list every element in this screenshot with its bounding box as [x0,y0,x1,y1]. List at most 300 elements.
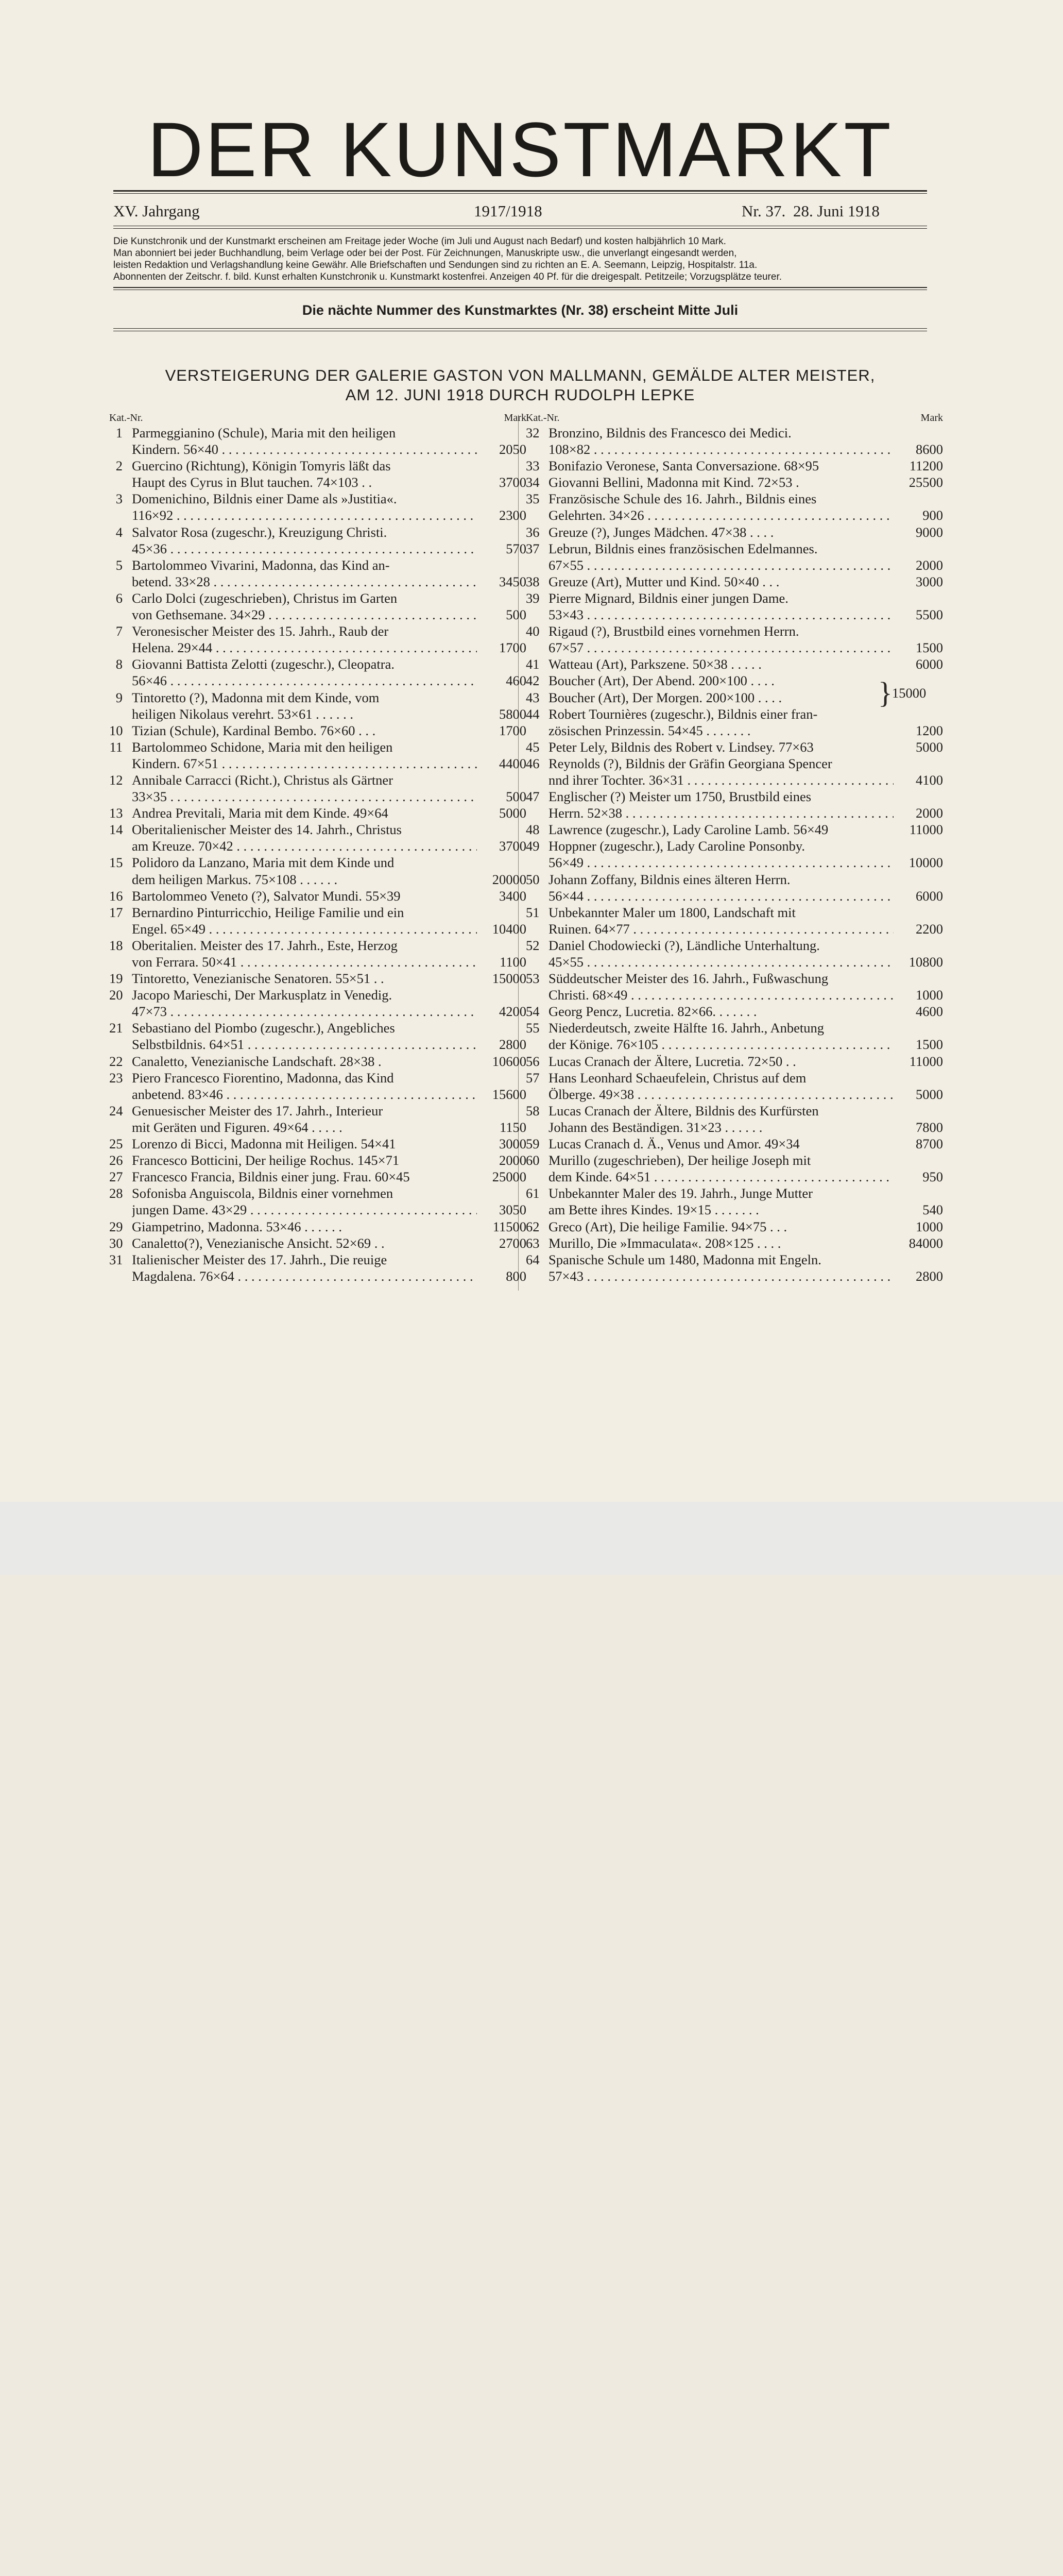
catalog-text: Ölberge. 49×38 . . . [548,1086,894,1103]
column-header [526,412,943,425]
catalog-number: 35 [526,491,540,507]
catalog-line [109,970,526,987]
catalog-text: Haupt des Cyrus in Blut tauchen. 74×103 . . [132,474,372,490]
catalog-number: 11 [109,739,123,755]
catalog-line [526,1185,943,1201]
catalog-text: Französische Schule des 16. Jahrh., Bildnis eines [548,491,817,507]
catalog-text: 56×44 . . . [548,888,894,904]
catalog-line [526,474,943,490]
catalog-line [526,1036,943,1053]
catalog-number: 5 [115,557,123,573]
catalog-price: 5000 [916,1086,943,1102]
catalog-price: 3700 [499,474,526,490]
catalog-price: 25500 [908,474,943,490]
catalog-price: 25000 [492,1169,526,1185]
catalog-text: Selbstbildnis. 64×51 . . . [132,1036,477,1053]
catalog-number: 54 [526,1004,540,1020]
catalog-text: am Kreuze. 70×42 . . . [132,838,477,854]
catalog-number: 6 [115,590,123,606]
catalog-line [109,606,526,623]
auction-heading [113,366,927,405]
catalog-number: 48 [526,822,540,838]
catalog-line [526,772,943,788]
catalog-number: 61 [526,1185,540,1201]
catalog-line [526,1070,943,1086]
mark-header: Mark [920,412,943,423]
catalog-text: der Könige. 76×105 . . . [548,1036,894,1053]
catalog-number: 42 [526,673,540,689]
catalog-number: 59 [526,1136,540,1152]
catalog-line [109,805,526,821]
catalog-number: 41 [526,656,540,672]
catalog-text: Domenichino, Bildnis einer Dame als »Justitia«. [132,491,397,507]
catalog-line [109,755,526,772]
catalog-price: 1200 [916,722,943,738]
catalog-line [526,540,943,557]
catalog-line [109,623,526,639]
catalog-price: 4600 [916,1004,943,1020]
catalog-price: 4200 [499,1004,526,1020]
catalog-text: Ruinen. 64×77 . . . [548,921,894,937]
catalog-text: Giampetrino, Madonna. 53×46 . . . . . . [132,1218,342,1234]
catalog-text: jungen Dame. 43×29 . . . [132,1201,477,1218]
catalog-column-left [109,412,526,1284]
catalog-price: 20000 [492,871,526,887]
catalog-line [526,838,943,854]
catalog-price: 3000 [916,573,943,589]
catalog-text: Engel. 65×49 . . . [132,921,477,937]
catalog-text: Watteau (Art), Parkszene. 50×38 . . . . . [548,656,762,672]
catalog-number: 15 [109,855,123,871]
catalog-price: 3000 [499,1136,526,1152]
catalog-line [109,490,526,507]
catalog-number: 24 [109,1103,123,1118]
catalog-number: 44 [526,706,540,722]
catalog-text: heiligen Nikolaus verehrt. 53×61 . . . . . . [132,706,354,722]
catalog-line [526,970,943,987]
catalog-number: 64 [526,1251,540,1267]
catalog-price: 5000 [499,805,526,821]
catalog-text: Lebrun, Bildnis eines französischen Edelmannes. [548,540,818,556]
catalog-text: Tintoretto, Venezianische Senatoren. 55×51 . . [132,971,384,987]
kat-nr-header: Kat.-Nr. [526,412,560,423]
catalog-price: 5000 [916,739,943,755]
catalog-line [526,739,943,755]
catalog-text: Gelehrten. 34×26 . . . [548,507,894,523]
catalog-text: von Gethsemane. 34×29 . . . [132,606,477,623]
catalog-line [109,937,526,954]
catalog-line [109,590,526,606]
catalog-price: 950 [922,1169,943,1185]
catalog-price: 1500 [916,640,943,656]
catalog-price: 7800 [916,1119,943,1135]
catalog-line [109,656,526,672]
catalog-price: 2700 [499,1235,526,1251]
masthead-title: DER KUNSTMARKT [147,106,893,193]
catalog-number: 50 [526,871,540,887]
auction-title-line: AM 12. JUNI 1918 DURCH RUDOLPH LEPKE [345,386,695,404]
catalog-text: 33×35 . . . [132,788,477,805]
catalog-text: 53×43 . . . [548,606,894,623]
catalog-line [109,557,526,573]
catalog-line [109,904,526,921]
next-issue-note: Die nächte Nummer des Kunstmarktes (Nr. 38) erscheint Mitte Juli [302,302,739,318]
catalog-line [526,1136,943,1152]
catalog-number: 30 [109,1235,123,1251]
catalog-text: Bartolommeo Veneto (?), Salvator Mundi. 55×39 [132,888,401,904]
catalog-number: 40 [526,623,540,639]
catalog-line [526,425,943,441]
issue-date: 28. Juni 1918 [793,202,880,220]
catalog-price: 1100 [499,954,526,970]
catalog-price: 8600 [916,442,943,457]
catalog-line [109,573,526,590]
catalog-line [109,540,526,557]
catalog-line [526,1053,943,1070]
catalog-price: 11500 [492,1218,526,1234]
catalog-text: Herrn. 52×38 . . . [548,805,894,821]
catalog-number: 8 [115,656,123,672]
catalog-price: 4100 [916,772,943,788]
catalog-text: Francesco Francia, Bildnis einer jung. Frau. 60×45 [132,1169,410,1185]
catalog-price: 8700 [916,1136,943,1152]
volume-label: XV. Jahrgang [113,202,200,220]
catalog-price: 3050 [499,1202,526,1218]
catalog-text: Oberitalienischer Meister des 14. Jahrh., Christus [132,822,402,838]
catalog-line [526,1119,943,1136]
catalog-text: Genuesischer Meister des 17. Jahrh., Interieur [132,1103,383,1118]
catalog-line [109,954,526,970]
catalog-price: 10800 [908,954,943,970]
catalog-line [109,1086,526,1103]
catalog-price: 10000 [908,855,943,871]
catalog-line [109,1053,526,1070]
catalog-line [109,1136,526,1152]
catalog-price: 2800 [499,1037,526,1053]
catalog-line [109,871,526,888]
catalog-number: 9 [115,689,123,705]
catalog-line [526,722,943,739]
catalog-text: Christi. 68×49 . . . [548,987,894,1003]
catalog-number: 10 [109,722,123,738]
catalog-text: 47×73 . . . [132,1003,477,1020]
catalog-number: 51 [526,904,540,920]
catalog-text: Parmeggianino (Schule), Maria mit den heiligen [132,425,396,440]
catalog-price: 11000 [909,1053,943,1069]
catalog-text: Rigaud (?), Brustbild eines vornehmen Herrn. [548,623,799,639]
catalog-price: 1700 [499,640,526,656]
catalog-text: Giovanni Bellini, Madonna mit Kind. 72×53 . [548,474,799,490]
catalog-line [109,739,526,755]
header-rule-2 [113,228,927,229]
catalog-text: Canaletto(?), Venezianische Ansicht. 52×69 . . [132,1235,385,1251]
catalog-text: Peter Lely, Bildnis des Robert v. Lindsey. 77×63 [548,739,814,755]
years-label: 1917/1918 [474,202,542,220]
catalog-line [109,474,526,490]
catalog-text: mit Geräten und Figuren. 49×64 . . . . . [132,1119,342,1135]
catalog-number: 17 [109,904,123,920]
catalog-price: 1150 [499,1119,526,1135]
catalog-number: 7 [115,623,123,639]
catalog-price: 10600 [492,1053,526,1069]
catalog-line [526,854,943,871]
catalog-line [526,755,943,772]
catalog-price: 540 [922,1202,943,1218]
catalog-number: 63 [526,1235,540,1251]
catalog-number: 27 [109,1169,123,1185]
catalog-number: 53 [526,971,540,987]
catalog-text: Greco (Art), Die heilige Familie. 94×75 . . . [548,1218,787,1234]
catalog-price: 15000 [492,971,526,987]
catalog-text: Carlo Dolci (zugeschrieben), Christus im Garten [132,590,398,606]
catalog-line [526,805,943,821]
column-header [109,412,526,425]
catalog-number: 26 [109,1153,123,1168]
catalog-number: 28 [109,1185,123,1201]
catalog-line [109,788,526,805]
catalog-line [526,557,943,573]
masthead-rule [113,190,927,192]
catalog-text: 108×82 . . . [548,441,894,457]
catalog-price: 1000 [916,987,943,1003]
catalog-line [526,441,943,457]
catalog-line [109,821,526,838]
catalog-text: Bonifazio Veronese, Santa Conversazione. 68×95 [548,458,819,474]
catalog-price: 1500 [916,1037,943,1053]
catalog-price: 9000 [916,524,943,540]
catalog-text: Lucas Cranach der Ältere, Lucretia. 72×50 . . [548,1053,796,1069]
catalog-number: 49 [526,838,540,854]
kat-nr-header: Kat.-Nr. [109,412,143,423]
catalog-text: Robert Tournières (zugeschr.), Bildnis einer fran- [548,706,818,722]
catalog-line [526,1152,943,1168]
catalog-line [109,722,526,739]
catalog-text: Bernardino Pinturricchio, Heilige Familie und ein [132,904,404,920]
catalog-text: Murillo (zugeschrieben), Der heilige Joseph mit [548,1153,811,1168]
catalog-text: Jacopo Marieschi, Der Markusplatz in Venedig. [132,987,392,1003]
catalog-number: 14 [109,822,123,838]
catalog-line [109,457,526,474]
catalog-text: Italienischer Meister des 17. Jahrh., Die reuige [132,1251,387,1267]
catalog-number: 47 [526,789,540,805]
next-issue-rule [113,328,927,329]
catalog-text: Niederdeutsch, zweite Hälfte 16. Jahrh., Anbetung [548,1020,824,1036]
bracket-price: 15000 [892,685,927,701]
catalog-text: anbetend. 83×46 . . . [132,1086,477,1103]
catalog-price: 3450 [499,573,526,589]
masthead-rule-thin [113,193,927,194]
catalog-text: Francesco Botticini, Der heilige Rochus. 145×71 [132,1153,400,1168]
catalog-line [526,457,943,474]
catalog-number: 33 [526,458,540,474]
catalog-text: Johann Zoffany, Bildnis eines älteren Herrn. [548,871,791,887]
catalog-line [526,821,943,838]
catalog-price: 460 [506,673,526,689]
catalog-price: 900 [922,507,943,523]
catalog-text: 116×92 . . . [132,507,477,523]
catalog-text: Bronzino, Bildnis des Francesco dei Medici. [548,425,792,440]
catalog-text: Giovanni Battista Zelotti (zugeschr.), Cleopatra. [132,656,395,672]
catalog-number: 25 [109,1136,123,1152]
catalog-text: Veronesischer Meister des 15. Jahrh., Raub der [132,623,389,639]
catalog-text: Hoppner (zugeschr.), Lady Caroline Ponsonby. [548,838,805,854]
catalog-number: 32 [526,425,540,440]
catalog-price: 2000 [916,557,943,573]
catalog-line [526,1003,943,1020]
catalog-text: Annibale Carracci (Richt.), Christus als Gärtner [132,772,393,788]
catalog-line [109,888,526,904]
catalog-line [526,490,943,507]
catalog-line [526,1268,943,1284]
catalog-text: Tizian (Schule), Kardinal Bembo. 76×60 . . . [132,722,376,738]
catalog-line [526,1020,943,1036]
catalog-line [526,656,943,672]
catalog-price: 11200 [909,458,943,474]
catalog-number: 13 [109,805,123,821]
catalog-text: Sebastiano del Piombo (zugeschr.), Angebliches [132,1020,395,1036]
catalog-number: 58 [526,1103,540,1118]
catalog-text: Piero Francesco Fiorentino, Madonna, das Kind [132,1070,394,1086]
auction-title-line: VERSTEIGERUNG DER GALERIE GASTON VON MALLMANN, GEMÄLDE ALTER MEISTER, [165,366,876,384]
catalog-text: Georg Pencz, Lucretia. 82×66. . . . . . . [548,1004,757,1020]
catalog-line [109,1003,526,1020]
catalog-number: 62 [526,1218,540,1234]
catalog-line [526,639,943,656]
catalog-line [109,1070,526,1086]
catalog-line [526,1235,943,1251]
catalog-text: nnd ihrer Tochter. 36×31 . . . [548,772,894,788]
catalog-price: 5500 [916,607,943,623]
catalog-number: 20 [109,987,123,1003]
catalog-line [526,871,943,888]
catalog-number: 46 [526,755,540,771]
catalog-number: 1 [115,425,123,440]
catalog-line [109,672,526,689]
catalog-text: 45×36 . . . [132,540,477,557]
catalog-number: 12 [109,772,123,788]
catalog-line [109,1103,526,1119]
catalog-number: 34 [526,474,540,490]
catalog-line [109,1168,526,1185]
catalog-text: Pierre Mignard, Bildnis einer jungen Dame. [548,590,788,606]
mark-header: Mark [504,412,526,423]
viewer-footer [0,1502,1063,1575]
catalog-price: 3400 [499,888,526,904]
catalog-text: 56×49 . . . [548,854,894,871]
catalog-line [526,987,943,1003]
notice-line: Man abonniert bei jeder Buchhandlung, beim Verlage oder bei der Post. Für Zeichnungen, Manuskripte usw., die unverlangt eingesandt werden, [113,248,737,259]
catalog-text: Murillo, Die »Immaculata«. 208×125 . . . . [548,1235,781,1251]
catalog-price: 2300 [499,507,526,523]
catalog-text: Greuze (?), Junges Mädchen. 47×38 . . . . [548,524,774,540]
catalog-number: 39 [526,590,540,606]
catalog-text: Greuze (Art), Mutter und Kind. 50×40 . . . [548,573,780,589]
catalog-price: 1700 [499,722,526,738]
catalog-line [526,1168,943,1185]
catalog-number: 37 [526,540,540,556]
catalog-text: 45×55 . . . [548,954,894,970]
notice-line: leisten Redaktion und Verlagshandlung keine Gewähr. Alle Briefschaften und Sendungen sind zu richten an E. A. Seemann, Leipzig, Hospitalstr. 11a. [113,260,758,270]
subscription-notice [113,235,927,283]
catalog-price: 570 [506,540,526,556]
catalog-line [526,1251,943,1268]
catalog-number: 52 [526,937,540,953]
catalog-line [109,1185,526,1201]
catalog-price: 2800 [916,1268,943,1284]
catalog-text: Lorenzo di Bicci, Madonna mit Heiligen. 54×41 [132,1136,396,1152]
catalog-text: Kindern. 56×40 . . . [132,441,477,457]
catalog-price: 6000 [916,656,943,672]
catalog-price: 6000 [916,888,943,904]
catalog-line [109,441,526,457]
catalog-price: 2050 [499,442,526,457]
catalog-text: Hans Leonhard Schaeufelein, Christus auf dem [548,1070,807,1086]
catalog-text: dem Kinde. 64×51 . . . [548,1168,894,1185]
catalog-price: 11000 [909,822,943,838]
catalog-line [109,1201,526,1218]
catalog-line [526,788,943,805]
catalog-line [109,1268,526,1284]
catalog-line [526,1201,943,1218]
catalog-text: Boucher (Art), Der Abend. 200×100 . . . . [548,673,775,689]
catalog-text: zösischen Prinzessin. 54×45 . . . . . . . [548,722,751,738]
bracket-brace: } [878,676,893,709]
catalog-line [526,937,943,954]
catalog-price: 3700 [499,838,526,854]
catalog-text: Magdalena. 76×64 . . . [132,1268,477,1284]
catalog-price: 1000 [916,1218,943,1234]
catalog-number: 56 [526,1053,540,1069]
catalog-line [526,606,943,623]
catalog-column-right [526,412,943,1284]
catalog-number: 36 [526,524,540,540]
catalog-text: Polidoro da Lanzano, Maria mit dem Kinde und [132,855,395,871]
catalog-price: 2200 [916,921,943,937]
catalog-line [526,921,943,937]
catalog-text: 67×57 . . . [548,639,894,656]
catalog-number: 45 [526,739,540,755]
catalog-text: 67×55 . . . [548,557,894,573]
catalog-line [109,1218,526,1235]
catalog-text: Unbekannter Maler um 1800, Landschaft mit [548,904,796,920]
catalog-number: 55 [526,1020,540,1036]
catalog-line [526,524,943,540]
catalog-line [109,706,526,722]
catalog-price: 5800 [499,706,526,722]
catalog-text: Canaletto, Venezianische Landschaft. 28×38 . [132,1053,382,1069]
catalog-text: Bartolommeo Schidone, Maria mit den heiligen [132,739,393,755]
catalog-number: 60 [526,1153,540,1168]
catalog-line [526,1218,943,1235]
notice-line: Abonnenten der Zeitschr. f. bild. Kunst erhalten Kunstchronik u. Kunstmarkt kostenfrei. Anzeigen 40 Pf. für die dreigespalt. Petitzeile; Vorzugsplätze teurer. [113,272,782,282]
catalog-number: 38 [526,573,540,589]
catalog-line [526,623,943,639]
catalog-text: Englischer (?) Meister um 1750, Brustbild eines [548,789,812,805]
catalog-line [109,921,526,937]
catalog-number: 18 [109,937,123,953]
catalog-text: Bartolommeo Vivarini, Madonna, das Kind an- [132,557,390,573]
catalog-text: Tintoretto (?), Madonna mit dem Kinde, vom [132,689,380,705]
catalog-text: Spanische Schule um 1480, Madonna mit Engeln. [548,1251,821,1267]
catalog-number: 22 [109,1053,123,1069]
catalog-text: am Bette ihres Kindes. 19×15 . . . . . . . [548,1202,759,1218]
catalog-text: Lawrence (zugeschr.), Lady Caroline Lamb. 56×49 [548,822,829,838]
catalog-price: 800 [506,1268,526,1284]
catalog-price: 84000 [908,1235,943,1251]
catalog-price: 10400 [492,921,526,937]
catalog-line [109,772,526,788]
catalog-text: Kindern. 67×51 . . . [132,755,477,772]
